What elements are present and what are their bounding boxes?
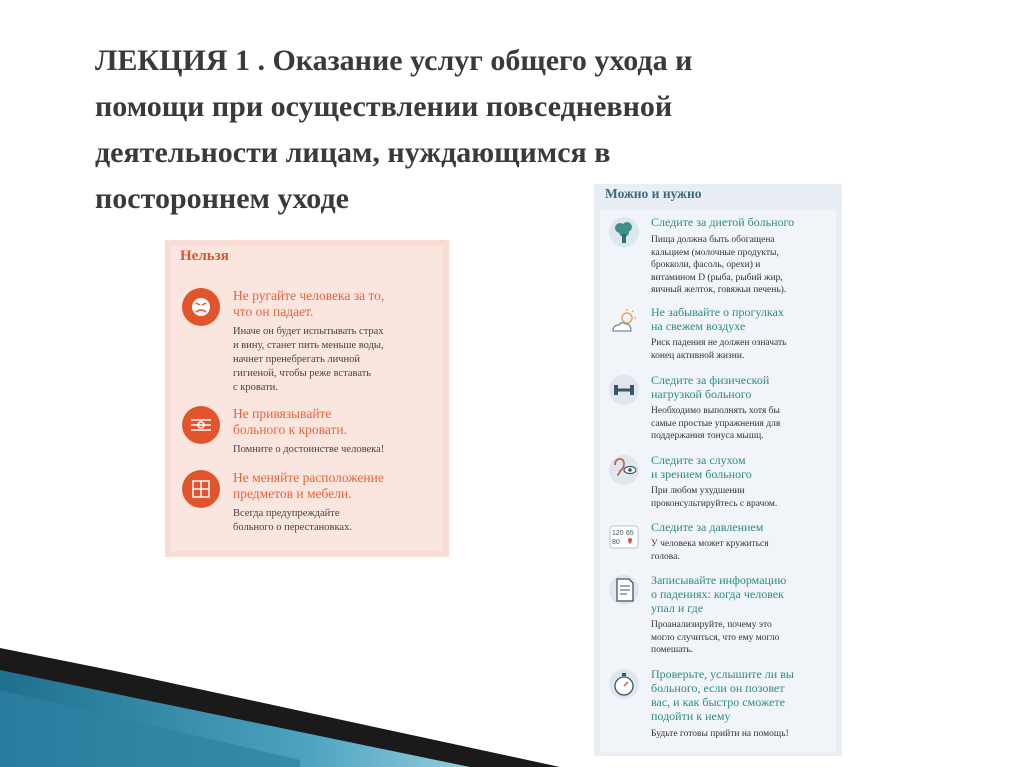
- recommended-item-heading: [651, 520, 835, 534]
- text-line: голова.: [651, 551, 680, 562]
- recommended-item-text: [651, 234, 835, 297]
- sun-cloud-icon: [607, 305, 641, 339]
- heading-line: и зрением больного: [651, 467, 752, 481]
- furniture-icon: [182, 470, 220, 508]
- text-line: У человека может кружиться: [651, 539, 769, 549]
- heading-line: Следите за диетой больного: [651, 215, 795, 229]
- bp-pulse: 80: [612, 539, 620, 546]
- text-line: Риск падения не должен означать: [651, 338, 787, 348]
- angry-face-icon: [182, 288, 220, 326]
- dumbbell-icon: [607, 373, 641, 407]
- text-line: могло случиться, что ему могло: [651, 632, 780, 643]
- recommended-item-text: [651, 405, 835, 443]
- heading-line: Проверьте, услышите ли вы: [651, 667, 794, 681]
- text-line: гигиеной, чтобы реже вставать: [233, 368, 372, 379]
- forbidden-item-heading: [233, 288, 438, 320]
- recommended-item-text: [651, 728, 835, 741]
- text-line: и вину, станет пить меньше воды,: [233, 340, 384, 351]
- heading-line: Следите за физической: [651, 373, 770, 387]
- heading-line: нагрузкой больного: [651, 387, 752, 401]
- forbidden-item-heading: [233, 406, 438, 438]
- heading-line: предметов и мебели.: [233, 486, 352, 501]
- text-line: Проанализируйте, почему это: [651, 620, 772, 630]
- heading-line: на свежем воздухе: [651, 319, 746, 333]
- heading-line: Не забывайте о прогулках: [651, 305, 784, 319]
- heading-line: Не привязывайте: [233, 406, 332, 421]
- document-icon: [607, 573, 641, 607]
- heading-line: упал и где: [651, 601, 704, 615]
- heading-line: больного, если он позовет: [651, 681, 785, 695]
- heading-line: о падениях: когда человек: [651, 587, 784, 601]
- recommended-header: Можно и нужно: [605, 186, 702, 201]
- heading-line: Не ругайте человека за то,: [233, 288, 385, 303]
- heading-line: больного к кровати.: [233, 422, 347, 437]
- recommended-item-heading: [651, 305, 835, 333]
- text-line: поддержания тонуса мышц.: [651, 431, 764, 441]
- heading-line: подойти к нему: [651, 709, 731, 723]
- text-line: самые простые упражнения для: [651, 418, 781, 429]
- recommended-item-heading: [651, 453, 835, 481]
- title-line: деятельности лицам, нуждающимся в: [95, 136, 611, 169]
- heading-line: Следите за слухом: [651, 453, 746, 467]
- recommended-item-text: [651, 485, 835, 510]
- text-line: проконсультируйтесь с врачом.: [651, 498, 778, 509]
- forbidden-header: Нельзя: [180, 248, 229, 264]
- broccoli-icon: [607, 215, 641, 249]
- text-line: Помните о достоинстве человека!: [233, 444, 385, 455]
- forbidden-item-text: [233, 507, 438, 535]
- text-line: Необходимо выполнять хотя бы: [651, 406, 780, 416]
- recommended-item-text: [651, 337, 835, 362]
- text-line: Иначе он будет испытывать страх: [233, 326, 384, 337]
- bp-systolic: 120: [612, 530, 624, 537]
- text-line: больного о перестановках.: [233, 522, 352, 533]
- recommended-item-heading: [651, 573, 835, 615]
- heading-line: что он падает.: [233, 304, 314, 319]
- text-line: конец активной жизни.: [651, 350, 745, 361]
- forbidden-item-text: [233, 443, 438, 457]
- recommended-item-heading: [651, 373, 835, 401]
- text-line: с кровати.: [233, 382, 278, 393]
- bed-restraint-icon: [182, 406, 220, 444]
- bp-diastolic: 65: [626, 530, 634, 537]
- blood-pressure-icon: [607, 520, 641, 554]
- heading-line: Следите за давлением: [651, 520, 764, 534]
- stopwatch-icon: [607, 667, 641, 701]
- text-line: Пища должна быть обогащена: [651, 235, 775, 245]
- text-line: При любом ухудшении: [651, 486, 745, 496]
- text-line: кальцием (молочные продукты,: [651, 247, 779, 258]
- text-line: брокколи, фасоль, орехи) и: [651, 260, 761, 270]
- recommended-item-heading: [651, 667, 835, 723]
- heading-line: Не меняйте расположение: [233, 470, 384, 485]
- recommended-item-heading: [651, 215, 835, 229]
- text-line: помешать.: [651, 645, 694, 655]
- text-line: Всегда предупреждайте: [233, 508, 340, 519]
- text-line: витамином D (рыба, рыбий жир,: [651, 272, 783, 283]
- title-line: ЛЕКЦИЯ 1 . Оказание услуг общего ухода и: [95, 44, 693, 77]
- forbidden-item-text: [233, 325, 438, 395]
- heading-line: Записывайте информацию: [651, 573, 787, 587]
- heading-line: вас, и как быстро сможете: [651, 695, 785, 709]
- forbidden-item-heading: [233, 470, 438, 502]
- recommended-item-text: [651, 538, 835, 563]
- text-line: яичный желток, говяжьи печень).: [651, 285, 787, 295]
- title-line: постороннем уходе: [95, 182, 349, 215]
- text-line: начнет пренебрегать личной: [233, 354, 361, 365]
- text-line: Будьте готовы прийти на помощь!: [651, 729, 789, 739]
- recommended-item-text: [651, 619, 835, 657]
- title-line: помощи при осуществлении повседневной: [95, 90, 673, 123]
- ear-eye-icon: [607, 453, 641, 487]
